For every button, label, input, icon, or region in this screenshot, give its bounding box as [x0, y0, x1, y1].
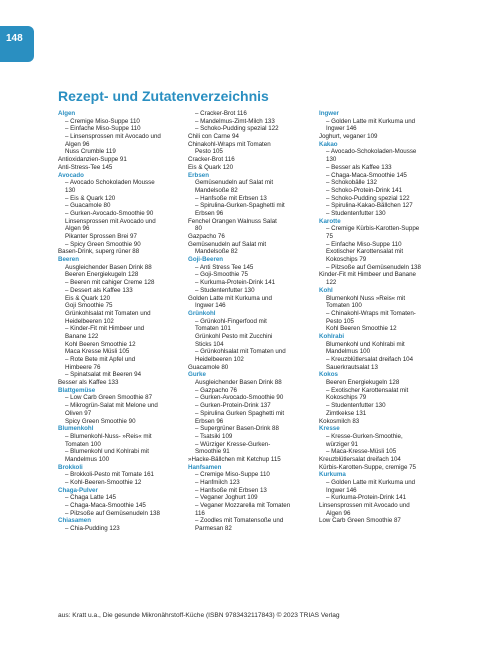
index-entry: Cracker-Brot 116 [188, 156, 235, 164]
index-letter-heading: Chaga-Pulver [58, 486, 98, 494]
index-entry: – Chaga-Maca-Smoothie 145 [65, 502, 146, 510]
index-entry: Himbeere 76 [65, 363, 101, 371]
index-entry: – Grünkohlsalat mit Tomaten und [195, 348, 286, 356]
index-entry: – Spirulina-Gurken-Spaghetti mit [195, 202, 285, 210]
index-entry: – Anti Stress Tee 145 [195, 263, 254, 271]
index-entry: – Gazpacho 76 [195, 386, 237, 394]
index-entry: – Chinakohl-Wraps mit Tomaten- [326, 309, 416, 317]
index-entry: – Zoodles mit Tomatensoße und [195, 517, 284, 525]
index-entry: – Cremige Miso-Suppe 110 [65, 117, 140, 125]
index-letter-heading: Hanfsamen [188, 463, 222, 471]
index-entry: Blumenkohl Nuss »Reis« mit [326, 294, 406, 302]
index-entry: Eis & Quark 120 [188, 163, 234, 171]
index-entry: Goji Smoothie 75 [65, 302, 113, 310]
index-entry: Kokoschips 79 [326, 256, 367, 264]
index-entry: Oliven 97 [65, 409, 92, 417]
index-letter-heading: Grünkohl [188, 309, 216, 317]
index-entry: – Einfache Miso-Suppe 110 [65, 125, 141, 133]
index-letter-heading: Brokkoli [58, 463, 83, 471]
index-entry: – Spicy Green Smoothie 90 [65, 240, 141, 248]
index-entry: – Mikrogrün-Salat mit Melone und [65, 402, 158, 410]
index-letter-heading: Kohlrabi [319, 332, 345, 340]
index-entry: – Veganer Mozzarella mit Tomaten [195, 502, 291, 510]
index-entry: Ingwer 146 [326, 486, 357, 494]
index-entry: Ingwer 146 [326, 125, 357, 133]
page-number: 148 [6, 33, 23, 44]
index-entry: Beeren Energiekugeln 128 [326, 379, 400, 387]
index-entry: Kohl Beeren Smoothie 12 [326, 325, 397, 333]
index-letter-heading: Chiasamen [58, 517, 92, 525]
index-entry: – Chia-Pudding 123 [65, 525, 120, 533]
index-entry: – Beeren mit cahiger Creme 128 [65, 279, 155, 287]
index-entry: Nuss Crumble 119 [65, 148, 116, 156]
index-entry: Heidelbeeren 102 [195, 356, 244, 363]
index-entry: – Chaga-Maca-Smoothie 145 [326, 171, 407, 179]
index-entry: Kürbis-Karotten-Suppe, cremige 75 [319, 463, 416, 471]
index-entry: 116 [195, 509, 205, 517]
index-entry: – Chaga Latte 145 [65, 494, 116, 502]
index-entry: Parmesan 82 [195, 525, 232, 533]
index-letter-heading: Erbsen [188, 171, 209, 179]
index-entry: – Cremige Miso-Suppe 110 [195, 471, 270, 479]
index-entry: – Studentenfutter 130 [326, 209, 386, 217]
index-entry: würziger 91 [326, 440, 358, 448]
index-entry: – Cremige Kürbis-Karotten-Suppe [326, 225, 420, 233]
index-entry: 130 [326, 156, 337, 164]
index-entry: – Low Carb Green Smoothie 87 [65, 394, 153, 402]
index-entry: Kreuzblütlersalat dreifach 104 [319, 455, 401, 463]
index-entry: – Würziger Kresse-Gurken- [195, 440, 271, 448]
index-entry: Grünkohlsalat mit Tomaten und [65, 309, 151, 317]
index-letter-heading: Blattgemüse [58, 386, 96, 394]
index-entry: Ausgleichender Basen Drink 88 [65, 263, 152, 271]
index-entry: – Schoko-Protein-Drink 141 [326, 186, 403, 194]
index-entry: Kohl Beeren Smoothie 12 [65, 340, 136, 348]
index-entry: Mandelmus 100 [65, 455, 110, 463]
index-letter-heading: Ingwer [319, 110, 339, 117]
index-letter-heading: Kresse [319, 425, 340, 433]
index-entry: Chinakohl-Wraps mit Tomaten [188, 140, 271, 148]
index-entry: – Studentenfutter 130 [195, 286, 255, 294]
index-entry: Maca Kresse Müsli 105 [65, 348, 130, 356]
index-entry: – Linsensprossen mit Avocado und [65, 133, 161, 141]
index-entry: Chili con Carne 94 [188, 133, 239, 141]
index-entry: Mandelmus 100 [326, 348, 371, 356]
index-entry: Algen 96 [65, 225, 90, 233]
index-entry: – Kurkuma-Protein-Drink 141 [326, 494, 407, 502]
index-entry: – Rote Bete mit Apfel und [65, 356, 136, 363]
index-letter-heading: Kokos [319, 371, 338, 379]
index-entry: Basen-Drink, superg rüner 88 [58, 248, 140, 256]
index-entry: – Goji-Smoothie 75 [195, 271, 248, 279]
index-entry: – Avocado-Schokoladen-Mousse [326, 148, 417, 156]
index-entry: »Hacke-Bällchen mit Ketchup 115 [188, 455, 281, 463]
index-entry: – Gurken-Protein-Drink 137 [195, 402, 271, 410]
index-entry: Tomaten 100 [65, 440, 101, 448]
index-entry: Joghurt, veganer 109 [319, 133, 378, 141]
index-entry: Pesto 105 [326, 317, 354, 325]
index-letter-heading: Kohl [319, 286, 333, 294]
index-entry: – Guacamole 80 [65, 202, 111, 210]
index-entry: Algen 96 [65, 140, 90, 148]
index-entry: – Golden Latte mit Kurkuma und [326, 479, 416, 486]
index-entry: Banane 122 [65, 332, 99, 340]
index-entry: Tomaten 100 [326, 302, 362, 310]
index-entry: – Supergrüner Basen-Drink 88 [195, 425, 279, 433]
footer-citation: aus: Kratt u.a., Die gesunde Mikronährstoff-Küche (ISBN 9783432117843) © 2023 TRIAS Verlag [58, 612, 340, 619]
index-entry: Kokoschips 79 [326, 394, 367, 402]
index-entry: 122 [326, 279, 337, 287]
index-entry: – Spirulina Gurken Spaghetti mit [195, 409, 285, 417]
index-entry: – Schoko-Pudding spezial 122 [195, 125, 279, 133]
index-entry: Mandelsoße 82 [195, 248, 238, 256]
index-entry: Eis & Quark 120 [65, 294, 111, 302]
index-entry: – Cracker-Brot 116 [195, 110, 247, 117]
index-entry: Anti-Stress-Tee 145 [58, 163, 113, 171]
index-entry: – Hanfsoße mit Erbsen 13 [195, 194, 267, 202]
index-entry: Guacamole 80 [188, 363, 229, 371]
index-entry: – Dessert als Kaffee 133 [65, 286, 133, 294]
index-entry: Linsensprossen mit Avocado und [319, 502, 410, 510]
index-entry: – Kresse-Gurken-Smoothie, [326, 432, 403, 440]
index-entry: Linsensprossen mit Avocado und [65, 217, 156, 225]
index-entry: Low Carb Green Smoothie 87 [319, 517, 401, 525]
index-entry: Golden Latte mit Kurkuma und [188, 294, 272, 302]
index-entry: Erbsen 96 [195, 209, 224, 217]
index-entry: – Blumenkohl-Nuss- »Reis« mit [65, 432, 152, 440]
index-entry: – Veganer Joghurt 109 [195, 494, 258, 502]
index-entry: – Kohl-Beeren-Smoothie 12 [65, 479, 142, 486]
index-entry: Tomaten 101 [195, 325, 231, 333]
index-entry: – Gurken-Avocado-Smoothie 90 [195, 394, 284, 402]
index-column-1 [58, 110, 184, 533]
index-entry: – Blumenkohl und Kohlrabi mit [65, 448, 149, 456]
index-entry: – Schokobälle 132 [326, 179, 377, 187]
index-entry: Fenchel Orangen Walnuss Salat [188, 217, 277, 225]
index-entry: – Studentenfutter 130 [326, 402, 386, 410]
index-entry: – Kurkuma-Protein-Drink 141 [195, 279, 276, 287]
index-letter-heading: Blumenkohl [58, 425, 94, 433]
index-letter-heading: Beeren [58, 256, 79, 264]
index-entry: – Spinatsalat mit Beeren 94 [65, 371, 142, 379]
index-entry: – Pilzsoße auf Gemüsenudeln 138 [326, 263, 421, 271]
page-title: Rezept- und Zutatenverzeichnis [58, 88, 269, 104]
index-entry: – Spirulina-Kakao-Bällchen 127 [326, 202, 413, 210]
index-entry: Gemüsenudeln auf Salat mit [188, 240, 267, 248]
index-entry: – Maca-Kresse-Müsli 105 [326, 448, 397, 456]
index-entry: Zimtkekse 131 [326, 409, 367, 417]
index-entry: Besser als Kaffee 133 [58, 379, 119, 387]
index-entry: – Tsatsiki 109 [195, 432, 233, 440]
index-entry: Smoothie 91 [195, 448, 230, 456]
index-entry: Blumenkohl und Kohlrabi mit [326, 340, 405, 348]
index-letter-heading: Goji-Beeren [188, 256, 224, 264]
index-letter-heading: Karotte [319, 217, 341, 225]
index-entry: – Eis & Quark 120 [65, 194, 116, 202]
index-entry: Heidelbeeren 102 [65, 317, 114, 325]
page-number-badge [0, 26, 34, 62]
index-letter-heading: Gurke [188, 371, 206, 379]
index-entry: – Grünkohl-Fingerfood mit [195, 317, 267, 325]
index-entry: – Besser als Kaffee 133 [326, 163, 392, 171]
index-entry: Beeren Energiekugeln 128 [65, 271, 139, 279]
index-entry: – Schoko-Pudding spezial 122 [326, 194, 410, 202]
index-entry: – Golden Latte mit Kurkuma und [326, 117, 416, 125]
index-entry: Spicy Green Smoothie 90 [65, 417, 136, 425]
index-entry: – Kinder-Fit mit Himbeer und [65, 325, 145, 333]
index-entry: Erbsen 96 [195, 417, 224, 425]
index-column-2 [188, 110, 314, 533]
index-entry: Pesto 105 [195, 148, 223, 156]
index-entry: Kinder-Fit mit Himbeer und Banane [319, 271, 416, 279]
index-entry: – Gurken-Avocado-Smoothie 90 [65, 209, 154, 217]
index-entry: – Mandelmus-Zimt-Milch 133 [195, 117, 275, 125]
index-letter-heading: Avocado [58, 171, 84, 179]
index-entry: Mandelsoße 82 [195, 186, 238, 194]
index-entry: 75 [326, 233, 333, 240]
index-entry: Gemüsenudeln auf Salat mit [195, 179, 274, 187]
index-entry: Ingwer 146 [195, 302, 226, 310]
index-entry: Gazpacho 76 [188, 233, 225, 240]
index-entry: – Hanfmilch 123 [195, 479, 240, 486]
index-entry: – Hanfsoße mit Erbsen 13 [195, 486, 267, 494]
index-entry: Sticks 104 [195, 340, 224, 348]
index-entry: Algen 96 [326, 509, 351, 517]
index-entry: Grünkohl Pesto mit Zucchini [195, 332, 273, 340]
index-letter-heading: Kurkuma [319, 471, 346, 479]
index-letter-heading: Algen [58, 110, 76, 117]
index-column-3 [319, 110, 445, 525]
index-entry: – Pilzsoße auf Gemüsenudeln 138 [65, 509, 160, 517]
index-entry: – Brokkoli-Pesto mit Tomate 161 [65, 471, 154, 479]
index-entry: Sauerkrautsalat 13 [326, 363, 378, 371]
index-entry: Ausgleichender Basen Drink 88 [195, 379, 282, 387]
index-letter-heading: Kakao [319, 140, 338, 148]
index-entry: – Einfache Miso-Suppe 110 [326, 240, 402, 248]
index-entry: 130 [65, 186, 76, 194]
index-entry: Exotischer Karottensalat mit [326, 248, 404, 256]
index-entry: – Avocado Schokoladen Mousse [65, 179, 155, 187]
index-entry: Antioxidanzien-Suppe 91 [58, 156, 127, 164]
index-entry: Kokosmilch 83 [319, 417, 360, 425]
index-entry: – Kreuzblütlersalat dreifach 104 [326, 356, 414, 363]
index-entry: Pikanter Sprossen Brei 97 [65, 233, 137, 240]
index-entry: – Exotischer Karottensalat mit [326, 386, 409, 394]
index-entry: 80 [195, 225, 202, 233]
